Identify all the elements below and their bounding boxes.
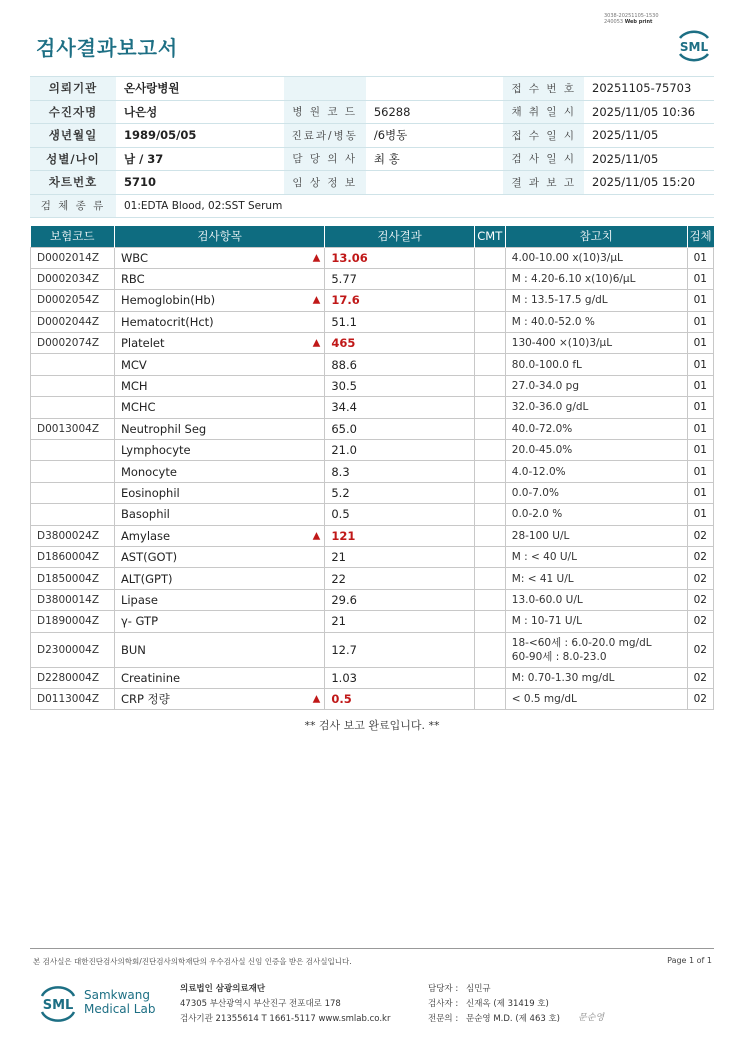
- reference-range-cell: [505, 568, 687, 589]
- report-title: 검사결과보고서: [36, 36, 179, 60]
- reference-range: 0.0-7.0%: [511, 486, 559, 499]
- reference-range-cell: [505, 354, 687, 375]
- completion-message: ** 검사 보고 완료입니다. **: [304, 719, 440, 732]
- high-flag-icon: ▲: [312, 337, 321, 349]
- comment-cell: [474, 397, 505, 418]
- logo-text: SML: [679, 40, 709, 54]
- reference-range-cell: [505, 418, 687, 439]
- specimen-code: 01: [687, 440, 713, 461]
- test-item-name: MCV: [120, 357, 147, 372]
- reference-range: 13.0-60.0 U/L: [511, 593, 583, 606]
- test-item-cell: [114, 504, 324, 525]
- test-item-name: Creatinine: [120, 670, 181, 685]
- insurance-code: D0113004Z: [31, 688, 115, 709]
- test-item-name: γ- GTP: [120, 614, 159, 629]
- test-result: 5.2: [325, 482, 474, 503]
- test-result: 8.3: [325, 461, 474, 482]
- comment-cell: [474, 290, 505, 311]
- reference-range: 4.0-12.0%: [511, 465, 566, 478]
- reference-range-cell: [505, 632, 687, 667]
- reference-range-cell: [505, 688, 687, 709]
- table-row: [31, 568, 714, 589]
- reference-range-cell: [505, 397, 687, 418]
- test-result: 51.1: [325, 311, 474, 332]
- reference-range-cell: [505, 311, 687, 332]
- test-item-name: Lymphocyte: [120, 443, 191, 458]
- test-item-cell: [114, 568, 324, 589]
- staff-role: 검사자 :: [428, 999, 459, 1009]
- info-value: 남 / 37: [116, 147, 284, 171]
- patient-info-row: [30, 124, 714, 148]
- specimen-code: 02: [687, 688, 713, 709]
- comment-cell: [474, 268, 505, 289]
- table-row: [31, 247, 714, 268]
- insurance-code: D1850004Z: [31, 568, 115, 589]
- info-label: 병 원 코 드: [284, 100, 366, 124]
- comment-cell: [474, 525, 505, 546]
- test-item-cell: [114, 268, 324, 289]
- test-result: 21: [325, 546, 474, 567]
- high-flag-icon: ▲: [312, 693, 321, 705]
- test-item-cell: [114, 688, 324, 709]
- reference-range: 27.0-34.0 pg: [511, 380, 579, 393]
- test-result: 12.7: [325, 632, 474, 667]
- reference-range-cell: [505, 504, 687, 525]
- test-item-name: Lipase: [120, 592, 158, 607]
- test-result: 30.5: [325, 375, 474, 396]
- header-result: 검사결과: [325, 226, 474, 247]
- info-value: 56288: [366, 100, 504, 124]
- test-item-name: Hematocrit(Hct): [120, 314, 214, 329]
- table-row: [31, 290, 714, 311]
- comment-cell: [474, 504, 505, 525]
- signature: 문순영: [578, 1013, 605, 1023]
- header-code: 보험코드: [31, 226, 115, 247]
- table-row: [31, 482, 714, 503]
- staff-info: [428, 982, 560, 1027]
- test-item-cell: [114, 461, 324, 482]
- specimen-code: 01: [687, 397, 713, 418]
- test-item-cell: [114, 667, 324, 688]
- comment-cell: [474, 333, 505, 354]
- comment-cell: [474, 482, 505, 503]
- test-result: 5.77: [325, 268, 474, 289]
- reference-range-cell: [505, 461, 687, 482]
- specimen-code: 02: [687, 611, 713, 632]
- specimen-code: 01: [687, 268, 713, 289]
- test-item-name: Hemoglobin(Hb): [120, 293, 216, 308]
- test-item-cell: [114, 311, 324, 332]
- test-item-cell: [114, 546, 324, 567]
- test-result: 34.4: [325, 397, 474, 418]
- comment-cell: [474, 568, 505, 589]
- test-item-name: Eosinophil: [120, 485, 180, 500]
- test-item-name: MCHC: [120, 400, 156, 415]
- specimen-code: 02: [687, 546, 713, 567]
- table-row: [31, 589, 714, 610]
- specimen-code: 02: [687, 568, 713, 589]
- specimen-value: 01:EDTA Blood, 02:SST Serum: [116, 194, 714, 218]
- info-label: 의뢰기관: [30, 77, 116, 101]
- table-row: [31, 440, 714, 461]
- organization-info: [180, 982, 390, 1027]
- reference-range: M : < 40 U/L: [511, 551, 577, 564]
- reference-range-cell: [505, 290, 687, 311]
- info-label: 차트번호: [30, 171, 116, 195]
- table-row: [31, 632, 714, 667]
- insurance-code: [31, 504, 115, 525]
- reference-range-cell: [505, 611, 687, 632]
- info-value: /6병동: [366, 124, 504, 148]
- test-item-cell: [114, 525, 324, 546]
- test-item-cell: [114, 589, 324, 610]
- table-row: [31, 688, 714, 709]
- print-code: [604, 13, 659, 25]
- table-row: [31, 418, 714, 439]
- test-item-name: Amylase: [120, 528, 171, 543]
- test-item-cell: [114, 375, 324, 396]
- test-result: 0.5: [325, 688, 474, 709]
- high-flag-icon: ▲: [312, 252, 321, 264]
- insurance-code: D0013004Z: [31, 418, 115, 439]
- staff-role: 담당자 :: [428, 984, 459, 994]
- high-flag-icon: ▲: [312, 530, 321, 542]
- info-label: 담 당 의 사: [284, 147, 366, 171]
- test-item-name: CRP 정량: [120, 692, 170, 707]
- patient-info-row: [30, 100, 714, 124]
- info-value: 20251105-75703: [584, 77, 714, 101]
- specimen-code: 01: [687, 482, 713, 503]
- company-name: [84, 988, 155, 1016]
- comment-cell: [474, 667, 505, 688]
- patient-info-row: [30, 77, 714, 101]
- insurance-code: D0002044Z: [31, 311, 115, 332]
- footer-divider: [30, 948, 714, 949]
- comment-cell: [474, 546, 505, 567]
- info-value: 나은성: [116, 100, 284, 124]
- test-item-cell: [114, 247, 324, 268]
- table-row: [31, 311, 714, 332]
- info-value: [366, 77, 504, 101]
- info-value: [366, 171, 504, 195]
- reference-range: 18-<60세 : 6.0-20.0 mg/dL: [511, 636, 652, 649]
- header-reference: 참고치: [505, 226, 687, 247]
- test-result: 29.6: [325, 589, 474, 610]
- test-item-cell: [114, 397, 324, 418]
- insurance-code: D0002034Z: [31, 268, 115, 289]
- reference-range-cell: [505, 375, 687, 396]
- header-item: 검사항목: [114, 226, 324, 247]
- company-line2: Medical Lab: [84, 1002, 156, 1016]
- test-result: 0.5: [325, 504, 474, 525]
- test-item-name: Platelet: [120, 336, 165, 351]
- specimen-code: 01: [687, 247, 713, 268]
- test-item-name: AST(GOT): [120, 550, 178, 565]
- info-value: 2025/11/05: [584, 124, 714, 148]
- insurance-code: [31, 354, 115, 375]
- reference-range: M: 0.70-1.30 mg/dL: [511, 671, 615, 684]
- staff-role: 전문의 :: [428, 1014, 459, 1024]
- table-row: [31, 268, 714, 289]
- specimen-label: 검 체 종 류: [30, 194, 116, 218]
- comment-cell: [474, 688, 505, 709]
- sml-footer-logo-icon: [36, 980, 80, 1024]
- insurance-code: D0002054Z: [31, 290, 115, 311]
- reference-range-cell: [505, 440, 687, 461]
- reference-range: 80.0-100.0 fL: [511, 358, 582, 371]
- web-print-label: Web print: [624, 19, 653, 25]
- test-item-cell: [114, 418, 324, 439]
- results-table: [30, 226, 714, 710]
- test-item-name: BUN: [120, 642, 146, 657]
- staff-name: 문순영 M.D. (제 463 호): [466, 1014, 561, 1024]
- specimen-code: 02: [687, 632, 713, 667]
- test-item-cell: [114, 482, 324, 503]
- info-label: 결 과 보 고: [503, 171, 584, 195]
- info-label: [284, 77, 366, 101]
- test-item-cell: [114, 632, 324, 667]
- specimen-code: 01: [687, 375, 713, 396]
- test-item-name: ALT(GPT): [120, 571, 173, 586]
- specimen-code: 02: [687, 525, 713, 546]
- test-item-cell: [114, 611, 324, 632]
- insurance-code: D3800014Z: [31, 589, 115, 610]
- specimen-code: 01: [687, 354, 713, 375]
- insurance-code: D2280004Z: [31, 667, 115, 688]
- reference-range: M : 4.20-6.10 x(10)6/μL: [511, 273, 636, 286]
- specimen-code: 02: [687, 589, 713, 610]
- footer-logo-text: SML: [42, 998, 74, 1013]
- table-row: [31, 546, 714, 567]
- info-label: 진료과/병동: [284, 124, 366, 148]
- org-name: 의료법인 삼광의료재단: [180, 984, 266, 994]
- insurance-code: D1890004Z: [31, 611, 115, 632]
- reference-range: M: < 41 U/L: [511, 572, 574, 585]
- reference-range-cell: [505, 546, 687, 567]
- info-value: 2025/11/05 15:20: [584, 171, 714, 195]
- reference-range: 40.0-72.0%: [511, 422, 573, 435]
- comment-cell: [474, 375, 505, 396]
- info-label: 채 취 일 시: [503, 100, 584, 124]
- specimen-code: 01: [687, 290, 713, 311]
- header-cmt: CMT: [474, 226, 505, 247]
- table-row: [31, 611, 714, 632]
- staff-name: 신재옥 (제 31419 호): [466, 999, 549, 1009]
- reference-range-cell: [505, 247, 687, 268]
- comment-cell: [474, 589, 505, 610]
- test-result: 21.0: [325, 440, 474, 461]
- org-contact: 검사기관 21355614 T 1661-5117 www.smlab.co.kr: [180, 1014, 391, 1024]
- comment-cell: [474, 632, 505, 667]
- table-row: [31, 375, 714, 396]
- reference-range: 0.0-2.0 %: [511, 508, 563, 521]
- specimen-code: 01: [687, 418, 713, 439]
- results-header-row: [31, 226, 714, 247]
- info-label: 검 사 일 시: [503, 147, 584, 171]
- sml-logo-icon: [672, 24, 716, 64]
- print-code-line1: 3038-20251105-1530: [604, 13, 659, 19]
- info-value: 최 홍: [366, 147, 504, 171]
- specimen-code: 01: [687, 504, 713, 525]
- table-row: [31, 504, 714, 525]
- specimen-code: 01: [687, 333, 713, 354]
- test-item-name: MCH: [120, 379, 148, 394]
- specimen-code: 02: [687, 667, 713, 688]
- patient-info-row: [30, 147, 714, 171]
- reference-range-cell: [505, 268, 687, 289]
- info-label: 접 수 일 시: [503, 124, 584, 148]
- staff-name: 심민규: [466, 984, 491, 994]
- test-item-name: RBC: [120, 272, 145, 287]
- company-line1: Samkwang: [84, 988, 150, 1002]
- specimen-code: 01: [687, 311, 713, 332]
- accreditation-note: 본 검사실은 대한진단검사의학회/진단검사의학재단의 우수검사실 신임 인증을 받은 검사실입니다.: [33, 957, 352, 966]
- high-flag-icon: ▲: [312, 294, 321, 306]
- comment-cell: [474, 440, 505, 461]
- test-item-name: Monocyte: [120, 464, 177, 479]
- insurance-code: D2300004Z: [31, 632, 115, 667]
- comment-cell: [474, 611, 505, 632]
- insurance-code: D0002014Z: [31, 247, 115, 268]
- test-result: 1.03: [325, 667, 474, 688]
- reference-range: M : 40.0-52.0 %: [511, 315, 595, 328]
- reference-range: 28-100 U/L: [511, 529, 570, 542]
- comment-cell: [474, 418, 505, 439]
- table-row: [31, 525, 714, 546]
- specimen-row: [30, 194, 714, 218]
- reference-range: M : 10-71 U/L: [511, 615, 582, 628]
- insurance-code: [31, 482, 115, 503]
- reference-range-cell: [505, 589, 687, 610]
- patient-info-table: [30, 76, 714, 218]
- test-item-name: Basophil: [120, 507, 170, 522]
- reference-range-cell: [505, 333, 687, 354]
- reference-range: 4.00-10.00 x(10)3/μL: [511, 251, 623, 264]
- test-result: 465: [325, 333, 474, 354]
- test-result: 22: [325, 568, 474, 589]
- header-specimen: 검체: [687, 226, 713, 247]
- reference-range: < 0.5 mg/dL: [511, 693, 577, 706]
- comment-cell: [474, 354, 505, 375]
- reference-range: M : 13.5-17.5 g/dL: [511, 294, 608, 307]
- reference-range-cell: [505, 482, 687, 503]
- specimen-code: 01: [687, 461, 713, 482]
- reference-range: 20.0-45.0%: [511, 444, 573, 457]
- test-item-cell: [114, 290, 324, 311]
- info-value: 2025/11/05: [584, 147, 714, 171]
- table-row: [31, 354, 714, 375]
- insurance-code: D1860004Z: [31, 546, 115, 567]
- info-label: 임 상 정 보: [284, 171, 366, 195]
- test-result: 65.0: [325, 418, 474, 439]
- insurance-code: [31, 375, 115, 396]
- comment-cell: [474, 461, 505, 482]
- test-result: 13.06: [325, 247, 474, 268]
- insurance-code: D0002074Z: [31, 333, 115, 354]
- info-label: 수진자명: [30, 100, 116, 124]
- test-item-cell: [114, 440, 324, 461]
- patient-info-row: [30, 171, 714, 195]
- test-item-name: Neutrophil Seg: [120, 421, 207, 436]
- test-item-cell: [114, 333, 324, 354]
- insurance-code: [31, 461, 115, 482]
- comment-cell: [474, 311, 505, 332]
- print-code-line2: 240053: [604, 19, 624, 25]
- reference-range-cell: [505, 667, 687, 688]
- table-row: [31, 333, 714, 354]
- info-value: 1989/05/05: [116, 124, 284, 148]
- test-item-cell: [114, 354, 324, 375]
- reference-range: 130-400 ×(10)3/μL: [511, 337, 613, 350]
- insurance-code: [31, 397, 115, 418]
- insurance-code: [31, 440, 115, 461]
- table-row: [31, 667, 714, 688]
- table-row: [31, 461, 714, 482]
- test-item-name: WBC: [120, 250, 149, 265]
- comment-cell: [474, 247, 505, 268]
- table-row: [31, 397, 714, 418]
- info-value: 5710: [116, 171, 284, 195]
- info-label: 생년월일: [30, 124, 116, 148]
- reference-range-cell: [505, 525, 687, 546]
- info-value: 온사랑병원: [116, 77, 284, 101]
- info-label: 성별/나이: [30, 147, 116, 171]
- page-number: Page 1 of 1: [667, 956, 712, 965]
- insurance-code: D3800024Z: [31, 525, 115, 546]
- reference-range: 32.0-36.0 g/dL: [511, 401, 589, 414]
- info-label: 접 수 번 호: [503, 77, 584, 101]
- test-result: 121: [325, 525, 474, 546]
- test-result: 88.6: [325, 354, 474, 375]
- test-result: 17.6: [325, 290, 474, 311]
- reference-range-line2: 60-90세 : 8.0-23.0: [511, 650, 607, 663]
- test-result: 21: [325, 611, 474, 632]
- info-value: 2025/11/05 10:36: [584, 100, 714, 124]
- org-address: 47305 부산광역시 부산진구 전포대로 178: [180, 999, 341, 1009]
